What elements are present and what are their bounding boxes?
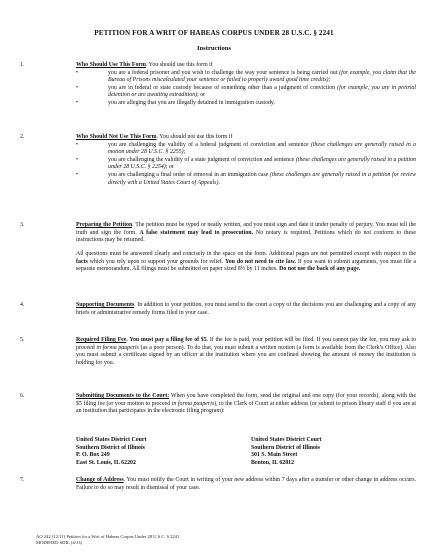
address-line: United States District Court bbox=[251, 437, 322, 443]
emphasis-text: facts bbox=[76, 258, 88, 265]
section-text: If you want to submit arguments, you must file a separate memorandum. All filings must be submitted on paper sized 8½ by 11 inches. bbox=[76, 258, 417, 273]
latin-term: in forma pauperis bbox=[171, 400, 215, 407]
section-3-text bbox=[76, 222, 416, 245]
list-item: • you are alleging that you are illegally detained in immigration custody. bbox=[76, 99, 275, 106]
section-heading: Submitting Documents to the Court: bbox=[76, 393, 170, 399]
section-text: When you have completed the form, send the original and one copy (for your records), along with the $5 filing fee (or your motion to proceed bbox=[76, 393, 416, 407]
list-item: • you are a federal prisoner and you wish to challenge the way your sentence is being carried out (for example, you claim that the Bureau of Prisons miscalculated your sentence or failed to properly award good time credits); bbox=[76, 69, 417, 84]
address-line: Southern District of Illinois bbox=[251, 444, 320, 451]
emphasis-text: You do not need to cite law. bbox=[225, 258, 296, 265]
item-punct: ; or bbox=[197, 92, 206, 99]
item-example: (these challenges are generally raised in a motion under 28 U.S.C. § 2255) bbox=[108, 141, 416, 156]
section-3-p2 bbox=[76, 251, 416, 274]
item-text: you are challenging a final order of removal in an immigration case bbox=[108, 171, 270, 178]
list-item: • you are challenging the validity of a federal judgment of conviction and sentence (these challenges are generally raised in a motion under 28 U.S.C. § 2255); bbox=[76, 141, 416, 156]
form-revision: MODIFIED SDIL (4/13) bbox=[36, 539, 83, 545]
form-footer bbox=[36, 534, 179, 546]
item-example: (for example, you are in pretrial detention or are awaiting extradition) bbox=[108, 84, 416, 99]
section-1 bbox=[20, 62, 416, 130]
section-text: No notary is required. Petitions which do not conform to these instructions may be returned. bbox=[76, 229, 416, 244]
section-2 bbox=[20, 134, 416, 202]
section-heading: Who Should Use This Form bbox=[76, 62, 146, 68]
section-heading: Who Should Not Use This Form bbox=[76, 134, 157, 140]
section-2-intro bbox=[76, 134, 416, 142]
emphasis-text: Do not use the back of any page. bbox=[279, 266, 361, 273]
section-3-paragraph-2 bbox=[20, 251, 416, 295]
section-5 bbox=[20, 337, 416, 377]
form-number: AO 242 (12/11) Petition for a Writ of Habeas Corpus Under 28 U.S.C. § 2241 bbox=[36, 534, 180, 539]
court-address-east-st-louis bbox=[76, 437, 147, 467]
section-6 bbox=[20, 393, 416, 429]
emphasis-text: . You must pay a filing fee of $5 bbox=[126, 337, 207, 343]
item-example: (these challenges are generally raised in a petition under 28 U.S.C. § 2254) bbox=[108, 156, 417, 171]
section-4 bbox=[20, 302, 416, 328]
address-line: 301 S. Main Street bbox=[251, 452, 298, 459]
court-address-benton bbox=[251, 437, 322, 467]
section-text: ), to the Clerk of Court at either address (or submit to prison library staff if you are at an institution that participates in the electronic filing program): bbox=[76, 400, 416, 415]
section-heading: Preparing the Petition bbox=[76, 222, 133, 228]
section-text: . If the fee is paid, your petition will be filed. If you cannot pay the fee, you may ask to proceed bbox=[76, 337, 416, 351]
item-punct: ; bbox=[328, 77, 331, 84]
item-text: you are in federal or state custody because of something other than a judgment of conviction bbox=[108, 84, 338, 91]
address-line: Benton, IL 62812 bbox=[251, 459, 295, 466]
latin-term: in forma pauperis bbox=[96, 344, 139, 351]
section-text: . In addition to your petition, you must send to the court a copy of the decisions you are challenging and a copy of any briefs or administrative remedy forms filed in your case. bbox=[76, 302, 416, 316]
section-number: 7. bbox=[20, 477, 25, 483]
item-text: you are alleging that you are illegally detained in immigration custody. bbox=[108, 99, 275, 106]
section-7 bbox=[20, 477, 416, 497]
section-5-text bbox=[76, 337, 416, 367]
section-heading: Supporting Documents bbox=[76, 302, 135, 308]
item-example: (these challenges are generally raised in a petition for review directly with a United States Court of Appeals) bbox=[108, 171, 416, 186]
list-item: • you are challenging the validity of a state judgment of conviction and sentence (these challenges are generally raised in a petition under 28 U.S.C. § 2254); or bbox=[76, 156, 417, 171]
section-text: which you rely upon to support your grounds for relief. bbox=[87, 258, 226, 265]
address-line: United States District Court bbox=[76, 437, 147, 443]
section-text: All questions must be answered clearly and concisely in the space on the form. Additional pages are not permitted except with respect to the bbox=[76, 251, 416, 257]
section-number: 5. bbox=[20, 337, 25, 343]
section-text: (as a poor person). To do that, you must submit a written motion (a form is available from the Clerk’s Office). Also you must submit a certificate signed by an officer at the institution where you are confined showing the amount of money the institution is holding for you. bbox=[76, 344, 416, 366]
section-2-bullets bbox=[76, 142, 416, 188]
section-1-bullets bbox=[76, 70, 416, 108]
document-title: PETITION FOR A WRIT OF HABEAS CORPUS UNDER 28 U.S.C. § 2241 bbox=[94, 29, 334, 37]
item-punct: ; or bbox=[165, 164, 174, 171]
section-text: . The petition must be typed or neatly written, and you must sign and date it under penalty of perjury. You must tell the truth and sign the form. bbox=[76, 222, 417, 236]
item-text: you are a federal prisoner and you wish to challenge the way your sentence is being carried out bbox=[108, 69, 340, 76]
section-6-text bbox=[76, 393, 416, 416]
section-7-text bbox=[76, 477, 416, 492]
section-1-intro bbox=[76, 62, 416, 70]
item-punct: ; bbox=[183, 149, 186, 156]
section-number: 4. bbox=[20, 302, 25, 308]
item-text: you are challenging the validity of a federal judgment of conviction and sentence bbox=[108, 141, 311, 148]
instructions-heading: Instructions bbox=[196, 45, 232, 52]
section-4-text bbox=[76, 302, 416, 317]
item-text: you are challenging the validity of a state judgment of conviction and sentence bbox=[108, 156, 296, 163]
item-punct: . bbox=[218, 179, 220, 186]
list-item: • you are in federal or state custody because of something other than a judgment of conviction (for example, you are in pretrial detention or are awaiting extradition); or bbox=[76, 84, 416, 99]
section-number: 6. bbox=[20, 393, 25, 399]
section-text: . You should use this form if bbox=[145, 62, 213, 68]
address-line: Southern District of Illinois bbox=[76, 444, 145, 451]
section-number: 2. bbox=[20, 134, 25, 140]
address-line: P. O. Box 249 bbox=[76, 452, 110, 459]
section-text: . You must notify the Court in writing of your new address within 7 days after a transfer or other change in address occurs. Failure to do so may result in dismissal of your case. bbox=[76, 477, 417, 491]
warning-text: A false statement may lead to prosecution. bbox=[139, 229, 254, 236]
list-item: • you are challenging a final order of removal in an immigration case (these challenges are generally raised in a petition for review directly with a United States Court of Appeals). bbox=[76, 171, 416, 186]
address-line: East St. Louis, IL 62202 bbox=[76, 459, 136, 466]
section-heading: Required Filing Fee bbox=[76, 337, 127, 343]
section-number: 3. bbox=[20, 222, 25, 228]
section-number: 1. bbox=[20, 62, 25, 68]
section-heading: Change of Address bbox=[76, 477, 124, 483]
item-example: (for example, you claim that the Bureau of Prisons miscalculated your sentence or failed to properly award good time credits) bbox=[108, 69, 417, 84]
section-text: . You should not use this form if bbox=[156, 134, 233, 140]
